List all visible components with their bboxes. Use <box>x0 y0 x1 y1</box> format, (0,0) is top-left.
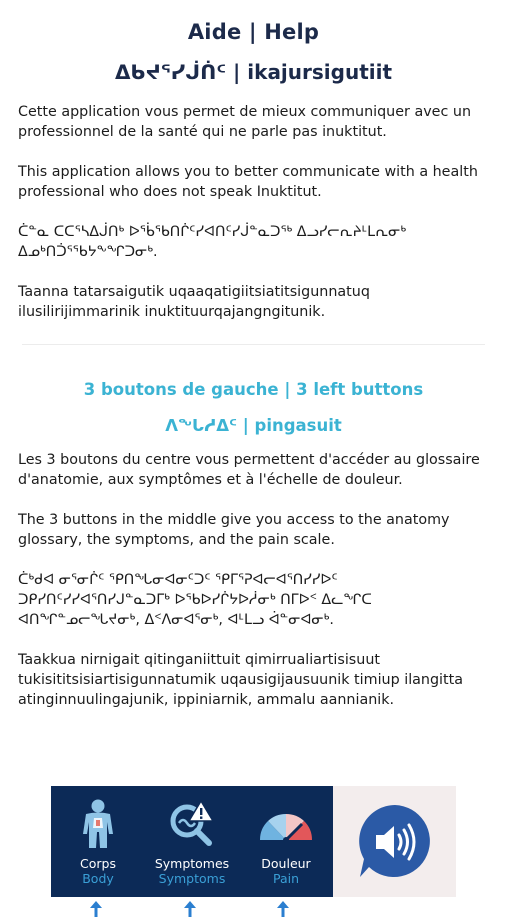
symptoms-label-fr: Symptomes <box>154 856 230 871</box>
intro-english: This application allows you to better communicate with a health professional who does not speak Inuktitut. <box>18 164 478 200</box>
section-french: Les 3 boutons du centre vous permettent d'accéder au glossaire d'anatomie, aux symptômes et à l'échelle de douleur. <box>18 452 480 488</box>
symptoms-label-en: Symptoms <box>158 871 226 886</box>
section-inuktitut: Taakkua nirnigait qitinganiittuit qimirrualiartisisuut tukisititsisiartisigunnatumik uqausigijausuunik timiup ilangitta atinginnuulingajunik, ippiniarnik, ammalu aannianik. <box>18 652 464 708</box>
pain-label-fr: Douleur <box>261 856 311 871</box>
symptoms-icon <box>162 798 222 850</box>
section-divider <box>22 344 485 345</box>
subtitle-text: ᐃᑲᔪᕐᓯᒎᑏᑦ | ikajursigutiit <box>114 60 393 84</box>
section-subtitle: ᐱᖓᓱᐃᑦ | pingasuit <box>165 416 342 435</box>
body-icon <box>68 798 128 850</box>
buttons-illustration <box>51 786 456 897</box>
up-arrow-icon <box>183 900 197 918</box>
pain-gauge-icon <box>256 798 316 850</box>
speaker-icon[interactable] <box>354 801 436 883</box>
section-syllabics: ᑖᒃᑯᐊ ᓂᕐᓂᒌᑦ ᕿᑎᖓᓂᐊᓂᑦᑐᑦ ᕿᒥᕐᕈᐊᓕᐊᕐᑎᓯᓯᐅᑦ ᑐᑭᓯᑎᑦᓯᓯᐊᕐᑎᓯᒍᓐᓇᑐᒥᒃ ᐅᖃᐅᓯᒌᔭᐅᓲᓂᒃ ᑎᒥᐅᑉ ᐃᓚᖏᑕ ᐊᑎᖏᓐᓄᓕᖓᔪᓂᒃ, ᐃᑉᐱᓂᐊᕐᓂᒃ, ᐊᒻᒪᓗ ᐋᓐᓂᐊᓂᒃ. <box>18 572 372 628</box>
section-title: 3 boutons de gauche | 3 left buttons <box>83 380 424 399</box>
page-title: Aide | Help <box>187 20 320 44</box>
body-label-en: Body <box>82 871 114 886</box>
pain-button[interactable] <box>239 786 333 897</box>
symptoms-button[interactable] <box>145 786 239 897</box>
body-button[interactable] <box>51 786 145 897</box>
intro-syllabics: ᑖᓐᓇ ᑕᑕᕐᓴᐃᒎᑎᒃ ᐅᖄᖃᑎᒌᑦᓯᐊᑎᑦᓯᒎᓐᓇᑐᖅ ᐃᓗᓯᓕᕆᔨᒻᒪᕆᓂᒃ ᐃᓄᒃᑎᑑᕐᖃᔭᖕᖏᑐᓂᒃ. <box>18 224 407 260</box>
section-english: The 3 buttons in the middle give you access to the anatomy glossary, the symptoms, and the pain scale. <box>18 512 450 548</box>
arrow-row <box>0 900 507 920</box>
page-subtitle <box>18 60 489 84</box>
intro-french: Cette application vous permet de mieux communiquer avec un professionnel de la santé qui ne parle pas inuktitut. <box>18 104 472 140</box>
intro-inuktitut: Taanna tatarsaigutik uqaaqatigiitsiatitsigunnatuq ilusilirijimmarinik inuktituurqajangngitunik. <box>18 284 370 320</box>
body-label-fr: Corps <box>80 856 116 871</box>
speaker-panel <box>333 786 456 897</box>
up-arrow-icon <box>276 900 290 918</box>
up-arrow-icon <box>89 900 103 918</box>
left-buttons-panel <box>51 786 333 897</box>
pain-label-en: Pain <box>272 871 300 886</box>
